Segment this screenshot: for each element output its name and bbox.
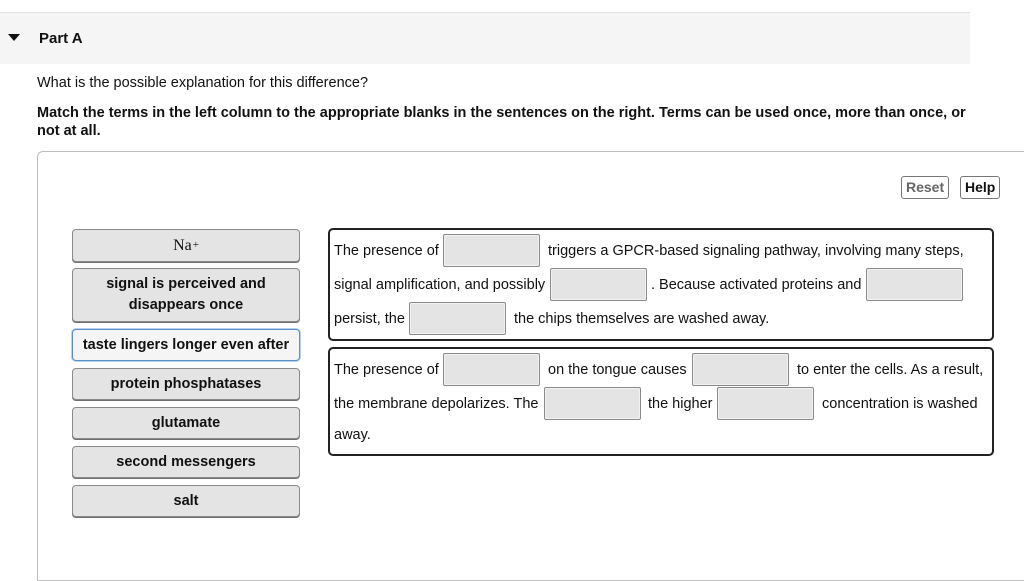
sentence-text: the higher [648,396,713,412]
drop-blank[interactable] [692,353,789,386]
sentence-text: the chips themselves are washed away. [514,311,770,327]
term-label: signal is perceived and [106,276,266,292]
sentence-text: The presence of [334,243,439,259]
instructions-text: Match the terms in the left column to the appropriate blanks in the sentences on the right. Terms can be used once, more than once, or not at all. [37,105,966,139]
caret-down-icon[interactable] [8,34,20,41]
part-title: Part A [39,30,83,47]
term-salt[interactable] [72,485,300,517]
drop-blank[interactable] [550,268,647,301]
drop-blank[interactable] [443,234,540,267]
term-na-plus[interactable] [72,229,300,262]
drop-blank[interactable] [866,268,963,301]
term-glutamate[interactable] [72,407,300,439]
sentence-text: The presence of [334,362,439,378]
term-na-base: Na [173,237,192,254]
reset-button[interactable]: Reset [901,176,949,199]
term-label: taste lingers longer even after [82,336,290,353]
term-taste-lingers[interactable] [72,329,300,361]
drop-blank[interactable] [443,353,540,386]
sentence-text: to enter the cells. As a result, [797,362,984,378]
term-protein-phosphatases[interactable] [72,368,300,400]
sentence-text: on the tongue causes [548,362,687,378]
sentence-text: . Because activated proteins and [651,277,862,293]
term-label: protein phosphatases [110,375,262,392]
term-label: glutamate [151,414,221,431]
sentence-text: triggers a GPCR-based signaling pathway, involving many steps, [548,243,964,259]
sentence-text: persist, the [334,311,405,327]
part-header[interactable] [0,13,970,64]
term-label: disappears once [128,297,244,313]
sentence-text: concentration is washed [822,396,978,412]
sentence-text: away. [334,427,371,443]
help-button[interactable]: Help [960,176,1000,199]
drop-blank[interactable] [544,387,641,420]
term-second-messengers[interactable] [72,446,300,478]
sentence-text: signal amplification, and possibly [334,277,546,293]
sentence-text: the membrane depolarizes. The [334,396,539,412]
term-label: second messengers [116,453,256,470]
drop-blank[interactable] [409,302,506,335]
term-na-sup: + [192,239,199,251]
term-label: salt [173,492,199,509]
drop-blank[interactable] [717,387,814,420]
term-signal-perceived[interactable] [72,268,300,322]
question-text: What is the possible explanation for this difference? [37,75,369,91]
